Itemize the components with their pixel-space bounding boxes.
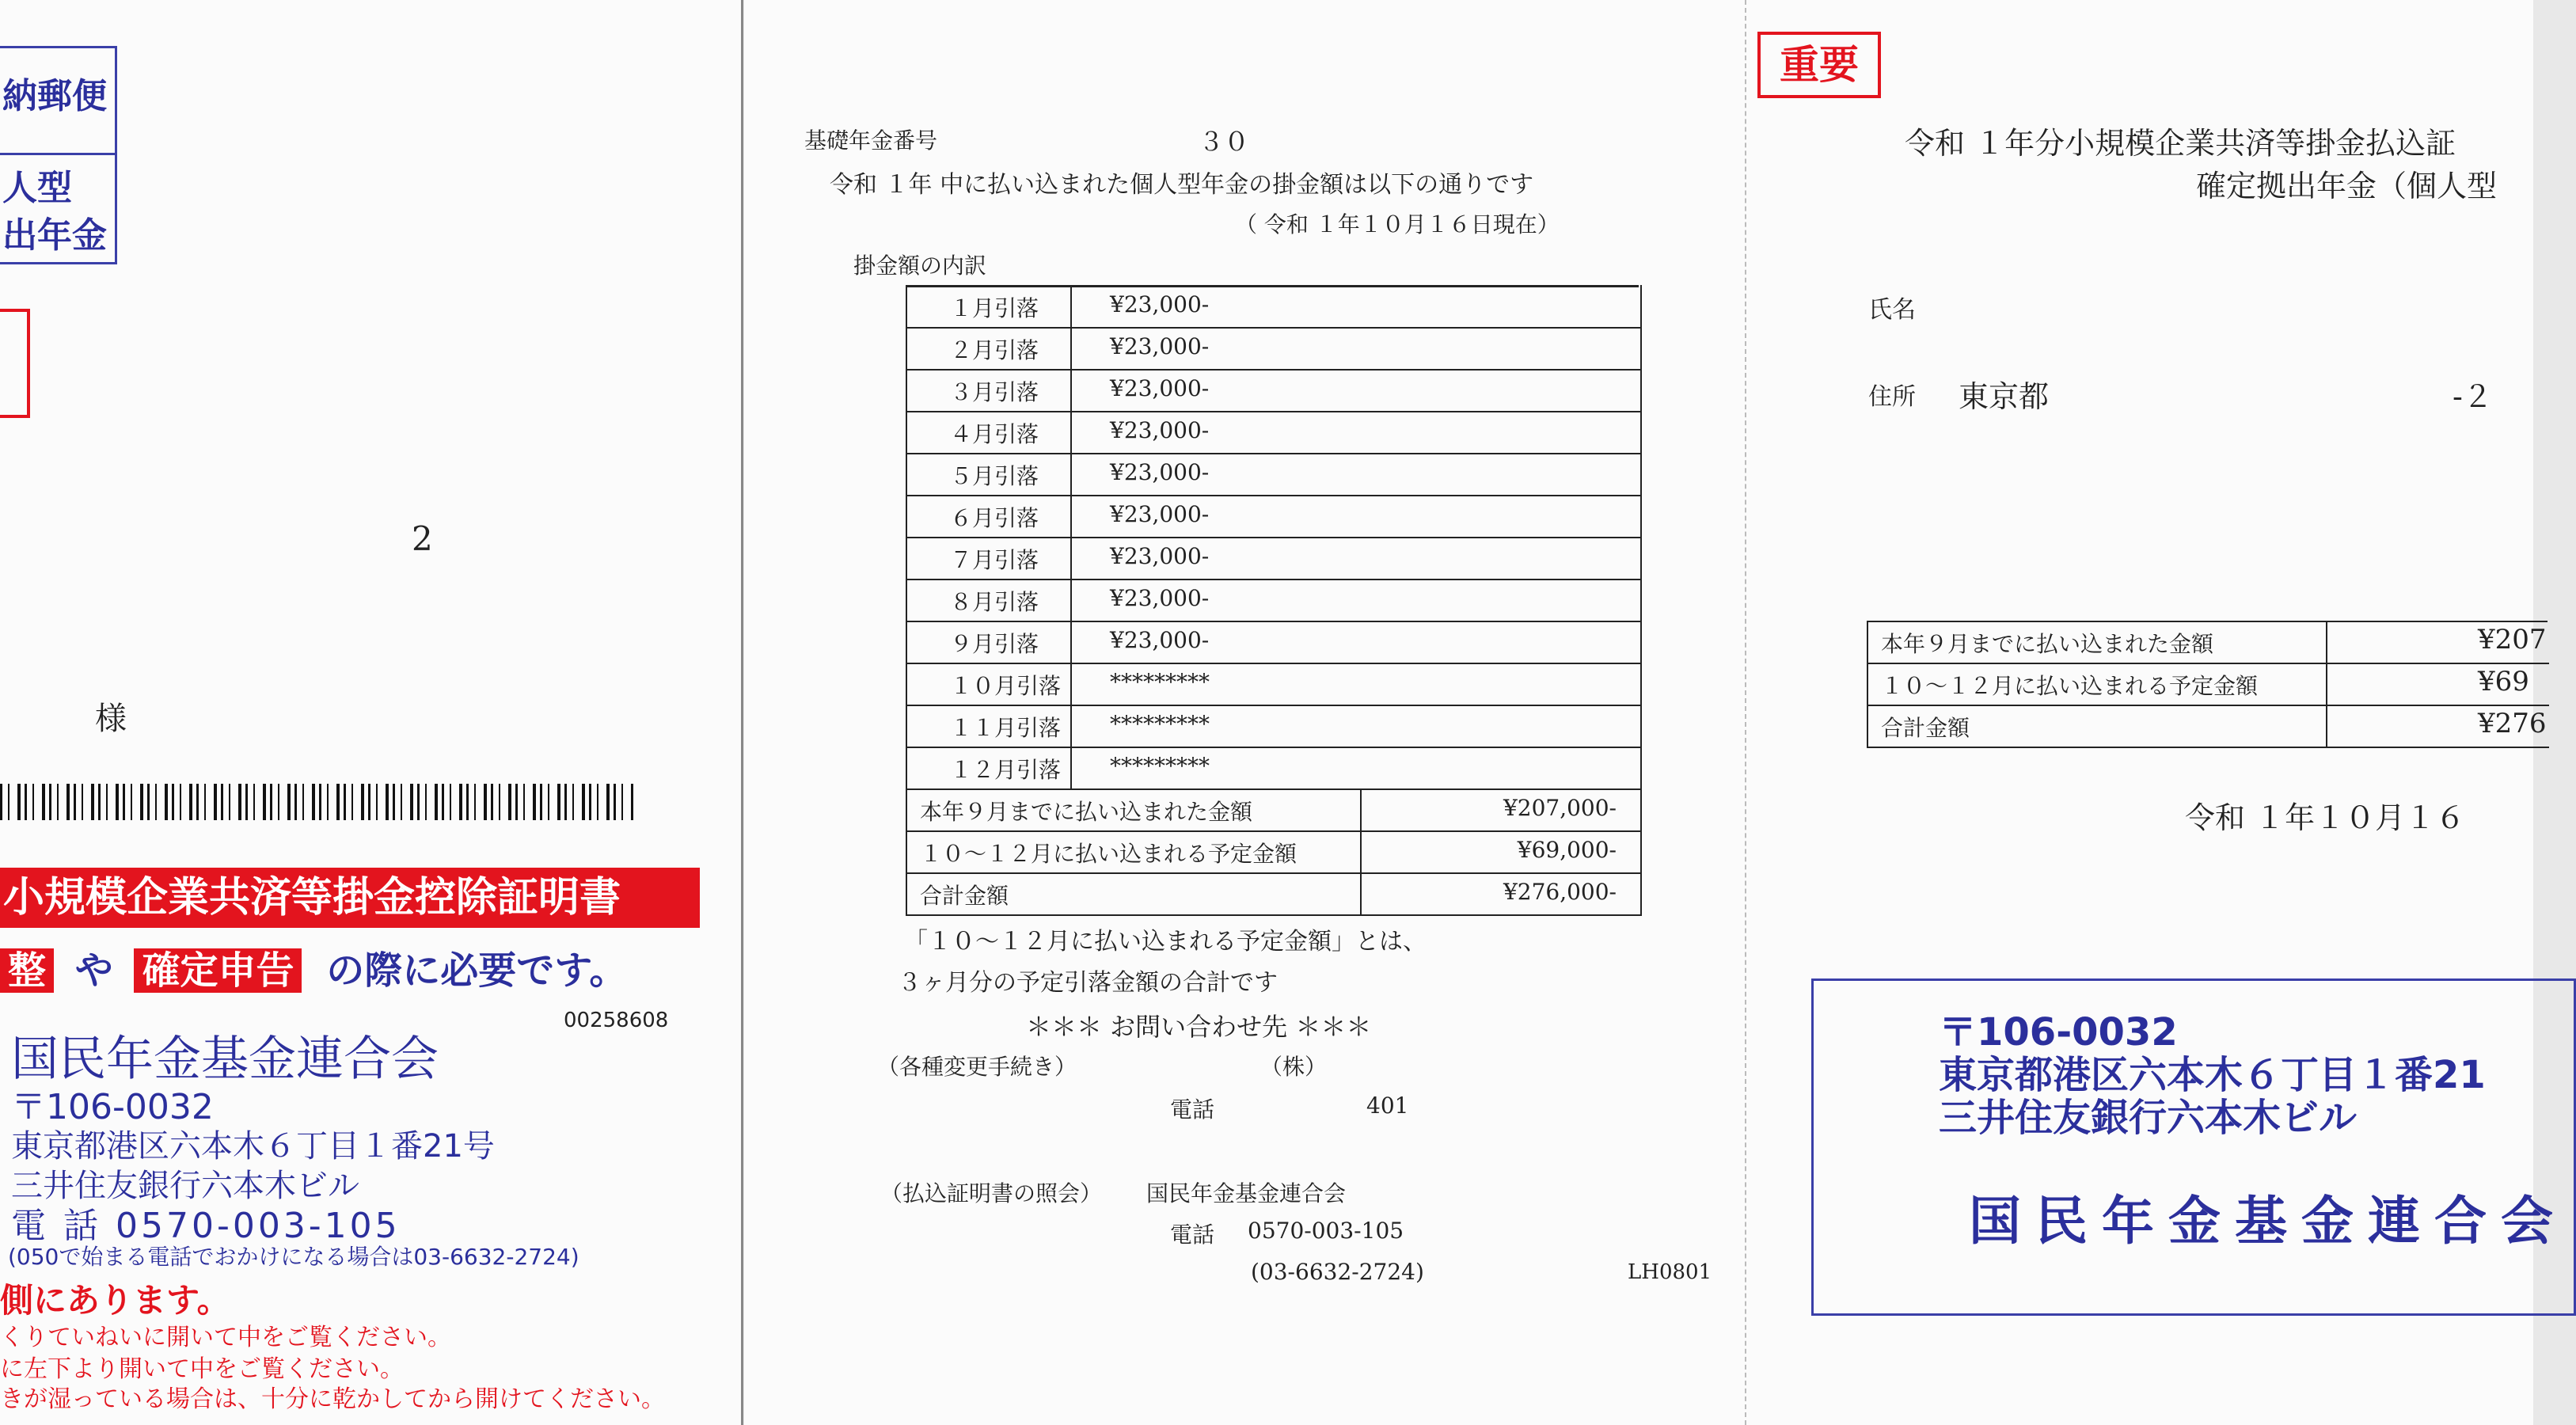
table-row xyxy=(906,285,1642,329)
col-divider xyxy=(1070,327,1072,369)
col-divider xyxy=(1360,872,1362,914)
cert-total-label: １０～１２月に払い込まれる予定金額 xyxy=(1881,673,2259,699)
usage-particle: や xyxy=(74,948,113,993)
name-label: 氏名 xyxy=(1868,296,1916,324)
cert-total-label: 合計金額 xyxy=(1881,715,1970,741)
month-cell: ３月引落 xyxy=(950,379,1039,405)
month-cell: １１月引落 xyxy=(950,715,1062,741)
amount-cell: ********* xyxy=(1110,711,1210,737)
as-of-date: （ 令和 １年１０月１６日現在） xyxy=(1235,211,1560,238)
col-divider xyxy=(1070,453,1072,495)
table-row xyxy=(906,579,1642,622)
col-divider xyxy=(1070,537,1072,579)
col-divider xyxy=(2326,663,2327,705)
certificate-date: 令和 １年１０月１６ xyxy=(2185,800,2466,835)
usage-line xyxy=(0,947,627,994)
statement-panel xyxy=(744,0,1746,1425)
cert-total-label: 本年９月までに払い込まれた金額 xyxy=(1881,631,2214,657)
changes-org: （株） xyxy=(1260,1054,1328,1080)
certificate-title1: 令和 １年分小規模企業共済等掛金払込証 xyxy=(1905,126,2456,161)
usage-tail: の際に必要です。 xyxy=(326,948,628,993)
type-line2: 出年金 xyxy=(2,215,107,256)
month-cell: １２月引落 xyxy=(950,757,1062,783)
col-divider xyxy=(1070,411,1072,453)
col-divider xyxy=(1070,663,1072,705)
col-divider xyxy=(2326,621,2327,663)
table-row xyxy=(906,537,1642,580)
certificate-panel xyxy=(1746,0,2567,1425)
amount-cell: ¥23,000- xyxy=(1110,501,1210,527)
col-divider xyxy=(1070,747,1072,788)
inquiry-header: ＊＊＊ お問い合わせ先 ＊＊＊ xyxy=(1026,1012,1372,1042)
note-line2: ３ヶ月分の予定引落金額の合計です xyxy=(898,969,1278,997)
amount-cell: ¥23,000- xyxy=(1110,459,1210,485)
amount-cell: ¥23,000- xyxy=(1110,417,1210,443)
total-row xyxy=(906,872,1642,916)
cert-inquiry-label: （払込証明書の照会） xyxy=(880,1180,1103,1206)
total-amount: ¥69,000- xyxy=(1517,837,1617,863)
type-line1: 人型 xyxy=(2,168,72,208)
total-amount: ¥276,000- xyxy=(1503,879,1617,905)
cert-total-row xyxy=(1867,705,2549,748)
col-divider xyxy=(1360,830,1362,872)
total-label: 合計金額 xyxy=(920,883,1009,909)
sender-address1: 東京都港区六本木６丁目１番21号 xyxy=(11,1128,495,1165)
address-number: 2 xyxy=(412,519,433,558)
certificate-title2: 確定拠出年金（個人型 xyxy=(2196,169,2498,203)
amount-cell: ¥23,000- xyxy=(1110,375,1210,401)
month-cell: ９月引落 xyxy=(950,631,1039,657)
breakdown-label: 掛金額の内訳 xyxy=(853,253,987,279)
cert-total-row xyxy=(1867,663,2549,706)
table-row xyxy=(906,747,1642,790)
mail-type-box xyxy=(0,46,117,264)
table-row xyxy=(906,495,1642,538)
address-tail: -２ xyxy=(2453,379,2493,414)
month-cell: １０月引落 xyxy=(950,673,1062,699)
col-divider xyxy=(1070,285,1072,327)
statement-intro: 令和 １年 中に払い込まれた個人型年金の掛金額は以下の通りです xyxy=(830,171,1534,199)
month-cell: ４月引落 xyxy=(950,421,1039,447)
table-row xyxy=(906,327,1642,370)
instruction-3: きが湿っている場合は、十分に乾かしてから開けてください。 xyxy=(0,1385,665,1413)
col-divider xyxy=(1360,788,1362,830)
month-cell: ８月引落 xyxy=(950,589,1039,615)
total-row xyxy=(906,830,1642,874)
mail-box-divider xyxy=(0,153,115,155)
cert-tel-label: 電話 xyxy=(1170,1222,1215,1248)
amount-cell: ¥23,000- xyxy=(1110,627,1210,653)
cert-tel-alt: (03-6632-2724) xyxy=(1251,1259,1424,1285)
tel-label: 電話 xyxy=(1170,1096,1215,1123)
changes-label: （各種変更手続き） xyxy=(877,1054,1077,1080)
amount-cell: ¥23,000- xyxy=(1110,543,1210,569)
table-row xyxy=(906,453,1642,496)
amount-cell: ********* xyxy=(1110,669,1210,695)
honorific: 様 xyxy=(95,701,127,737)
col-divider xyxy=(2326,705,2327,747)
cert-total-row xyxy=(1867,621,2549,664)
amount-cell: ¥23,000- xyxy=(1110,291,1210,317)
red-stamp-box xyxy=(0,309,30,418)
address-value: 東京都 xyxy=(1959,379,2050,414)
certificate-address1: 東京都港区六本木６丁目１番21 xyxy=(1939,1053,2486,1097)
inside-notice: 側にあります。 xyxy=(0,1281,230,1320)
sender-phone: 電 話 0570-003-105 xyxy=(11,1206,401,1246)
important-stamp: 重要 xyxy=(1757,32,1881,98)
month-cell: ６月引落 xyxy=(950,505,1039,531)
note-line1: 「１０～１２月に払い込まれる予定金額」とは、 xyxy=(904,928,1427,956)
sender-address2: 三井住友銀行六本木ビル xyxy=(11,1168,359,1204)
certificate-org: 国民年金基金連合会 xyxy=(1969,1191,2567,1252)
table-row xyxy=(906,663,1642,706)
col-divider xyxy=(1070,369,1072,411)
month-cell: ２月引落 xyxy=(950,337,1039,363)
postal-barcode xyxy=(0,784,633,820)
certificate-address2: 三井住友銀行六本木ビル xyxy=(1939,1096,2358,1140)
month-cell: １月引落 xyxy=(950,295,1039,321)
cert-tel: 0570-003-105 xyxy=(1248,1218,1404,1244)
cert-inquiry-org: 国民年金基金連合会 xyxy=(1146,1180,1347,1206)
col-divider xyxy=(1070,705,1072,747)
sender-name: 国民年金基金連合会 xyxy=(11,1032,439,1087)
address-label: 住所 xyxy=(1868,383,1916,411)
pension-number-value: ３０ xyxy=(1199,127,1250,157)
usage-word2: 確定申告 xyxy=(134,948,302,993)
cert-total-amount: ¥207 xyxy=(2478,624,2547,656)
total-label: １０～１２月に払い込まれる予定金額 xyxy=(920,841,1297,867)
col-divider xyxy=(1070,495,1072,537)
amount-cell: ¥23,000- xyxy=(1110,585,1210,611)
title-band: 小規模企業共済等掛金控除証明書 xyxy=(0,868,700,928)
usage-word1: 整 xyxy=(0,948,54,993)
cert-total-amount: ¥69 xyxy=(2478,666,2529,697)
table-row xyxy=(906,411,1642,454)
col-divider xyxy=(1070,621,1072,663)
amount-cell: ¥23,000- xyxy=(1110,333,1210,359)
cert-total-amount: ¥276 xyxy=(2478,708,2547,739)
certificate-address-box xyxy=(1811,978,2576,1316)
envelope-panel xyxy=(0,0,743,1425)
sender-postal: 〒106-0032 xyxy=(11,1087,214,1127)
table-row xyxy=(906,621,1642,664)
month-cell: ７月引落 xyxy=(950,547,1039,573)
table-row xyxy=(906,369,1642,412)
pension-number-label: 基礎年金番号 xyxy=(804,127,938,154)
total-row xyxy=(906,788,1642,832)
month-cell: ５月引落 xyxy=(950,463,1039,489)
total-label: 本年９月までに払い込まれた金額 xyxy=(920,799,1253,825)
phone-note: (050で始まる電話でおかけになる場合は03-6632-2724) xyxy=(8,1244,579,1270)
col-divider xyxy=(1070,579,1072,621)
tel-number: 401 xyxy=(1366,1092,1409,1119)
form-code: LH0801 xyxy=(1628,1260,1712,1284)
doc-number: 00258608 xyxy=(564,1009,669,1032)
amount-cell: ********* xyxy=(1110,753,1210,779)
instruction-1: くりていねいに開いて中をご覧ください。 xyxy=(0,1324,451,1351)
instruction-2: に左下より開いて中をご覧ください。 xyxy=(0,1355,404,1383)
table-row xyxy=(906,705,1642,748)
certificate-postal: 〒106-0032 xyxy=(1939,1010,2178,1054)
mail-label: 納郵便 xyxy=(2,76,107,116)
total-amount: ¥207,000- xyxy=(1503,795,1617,821)
